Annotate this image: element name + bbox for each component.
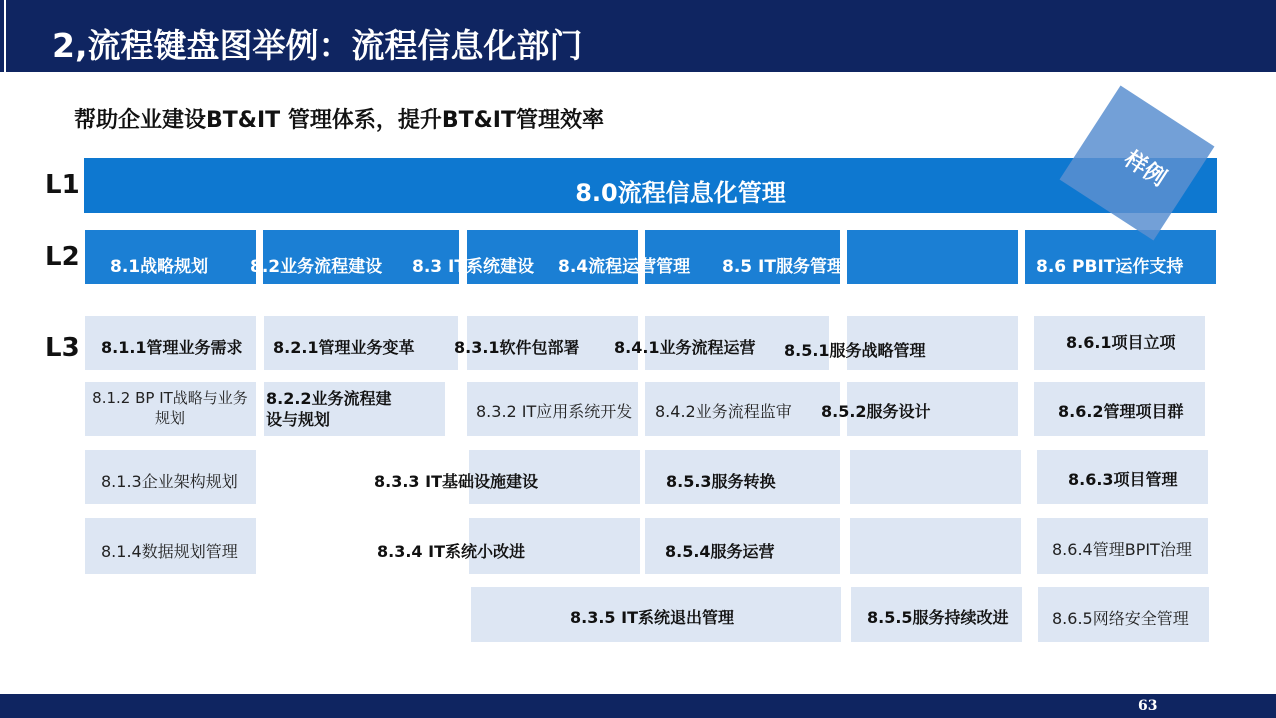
page-subtitle: 帮助企业建设BT&IT 管理体系，提升BT&IT管理效率 bbox=[74, 108, 604, 133]
l3-item: 8.1.1管理业务需求 bbox=[101, 338, 243, 357]
l3-item: 8.1.2 BP IT战略与业务规划 bbox=[92, 389, 248, 427]
l3-item: 8.5.4服务运营 bbox=[665, 542, 775, 561]
l2-label-strategy: 8.1战略规划 bbox=[110, 257, 209, 277]
l3-item: 8.6.5网络安全管理 bbox=[1052, 609, 1189, 628]
l2-box-it-service bbox=[847, 230, 1018, 284]
l3-item: 8.1.4数据规划管理 bbox=[101, 542, 238, 561]
l3-item: 8.5.2服务设计 bbox=[821, 402, 931, 421]
l3-item: 8.3.2 IT应用系统开发 bbox=[476, 402, 633, 421]
l3-item: 8.4.1业务流程运营 bbox=[614, 338, 756, 357]
level-label-l3: L3 bbox=[45, 333, 80, 363]
l3-item: 8.3.3 IT基础设施建设 bbox=[374, 472, 538, 491]
l2-label-pbit: 8.6 PBIT运作支持 bbox=[1036, 257, 1184, 277]
l3-item: 8.6.3项目管理 bbox=[1068, 470, 1178, 489]
l3-item: 8.2.2业务流程建设与规划 bbox=[266, 389, 392, 429]
l3-item: 8.5.1服务战略管理 bbox=[784, 341, 926, 360]
l1-process-label: 8.0流程信息化管理 bbox=[575, 179, 786, 207]
l3-item: 8.1.3企业架构规划 bbox=[101, 472, 238, 491]
l2-label-process: 8.2业务流程建设 bbox=[250, 257, 383, 277]
l3-item: 8.3.1软件包部署 bbox=[454, 338, 580, 357]
level-label-l2: L2 bbox=[45, 242, 80, 272]
l3-item: 8.4.2业务流程监审 bbox=[655, 402, 792, 421]
l3-item: 8.6.2管理项目群 bbox=[1058, 402, 1184, 421]
sample-stamp-label: 样例 bbox=[1119, 146, 1171, 192]
l3-box bbox=[850, 518, 1021, 574]
l2-label-it-service: 8.5 IT服务管理 bbox=[722, 257, 844, 277]
l3-item: 8.6.4管理BPIT治理 bbox=[1052, 540, 1192, 559]
l3-item: 8.3.5 IT系统退出管理 bbox=[570, 608, 734, 627]
l3-item: 8.2.1管理业务变革 bbox=[273, 338, 415, 357]
footer-bar bbox=[0, 694, 1276, 718]
level-label-l1: L1 bbox=[45, 170, 80, 200]
l2-label-it-system: 8.3 IT系统建设 bbox=[412, 257, 534, 277]
page-number: 63 bbox=[1138, 698, 1158, 714]
l3-item: 8.5.5服务持续改进 bbox=[867, 608, 1009, 627]
l2-label-operation: 8.4流程运营管理 bbox=[558, 257, 691, 277]
l3-item: 8.6.1项目立项 bbox=[1066, 333, 1176, 352]
l3-item: 8.3.4 IT系统小改进 bbox=[377, 542, 525, 561]
l3-box bbox=[850, 450, 1021, 504]
l3-item: 8.5.3服务转换 bbox=[666, 472, 776, 491]
page-title: 2,流程键盘图举例：流程信息化部门 bbox=[52, 26, 583, 65]
